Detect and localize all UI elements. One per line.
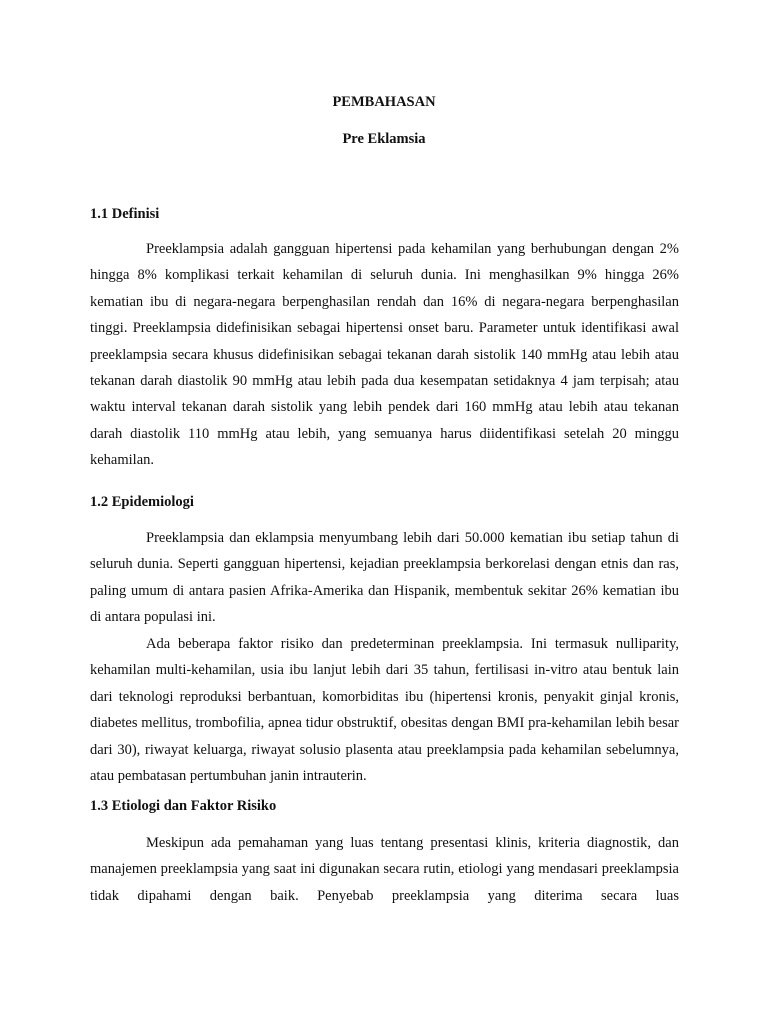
paragraph-etiologi: Meskipun ada pemahaman yang luas tentang presentasi klinis, kriteria diagnostik, dan manajemen preeklampsia yang saat ini digunakan secara rutin, etiologi yang mendasari preeklampsia tidak dipahami dengan baik. Penyebab preeklampsia yang diterima secara luas: [90, 835, 679, 904]
paragraph-definisi: Preeklampsia adalah gangguan hipertensi pada kehamilan yang berhubungan dengan 2% hingga 8% komplikasi terkait kehamilan di seluruh dunia. Ini menghasilkan 9% hingga 26% kematian ibu di negara-negara berpenghasilan rendah dan 16% di negara-negara berpenghasilan tinggi. Preeklampsia didefinisikan sebagai hipertensi onset baru. Parameter untuk identifikasi awal preeklampsia secara khusus didefinisikan sebagai tekanan darah sistolik 140 mmHg atau lebih atau tekanan darah diastolik 90 mmHg atau lebih pada dua kesempatan setidaknya 4 jam terpisah; atau waktu interval tekanan darah sistolik yang lebih pendek dari 160 mmHg atau lebih atau tekanan darah diastolik 110 mmHg atau lebih, yang semuanya harus diidentifikasi setelah 20 minggu kehamilan.: [90, 241, 679, 469]
paragraph-epidemiologi-1: Preeklampsia dan eklampsia menyumbang lebih dari 50.000 kematian ibu setiap tahun di seluruh dunia. Seperti gangguan hipertensi, kejadian preeklampsia berkorelasi dengan etnis dan ras, paling umum di antara pasien Afrika-Amerika dan Hispanik, membentuk sekitar 26% kematian ibu di antara populasi ini.: [90, 530, 679, 626]
section-heading-definisi: 1.1 Definisi: [90, 206, 160, 222]
paragraph-epidemiologi-2: Ada beberapa faktor risiko dan predeterminan preeklampsia. Ini termasuk nulliparity, kehamilan multi-kehamilan, usia ibu lanjut lebih dari 35 tahun, fertilisasi in-vitro atau bentuk lain dari teknologi reproduksi berbantuan, komorbiditas ibu (hipertensi kronis, penyakit ginjal kronis, diabetes mellitus, trombofilia, apnea tidur obstruktif, obesitas dengan BMI pra-kehamilan lebih besar dari 30), riwayat keluarga, riwayat solusio plasenta atau preeklampsia pada kehamilan sebelumnya, atau pembatasan pertumbuhan janin intrauterin.: [90, 636, 679, 785]
document-title: PEMBAHASAN: [332, 94, 436, 110]
section-heading-etiologi: 1.3 Etiologi dan Faktor Risiko: [90, 798, 277, 814]
section-heading-epidemiologi: 1.2 Epidemiologi: [90, 494, 194, 510]
document-subtitle: Pre Eklamsia: [342, 131, 426, 147]
